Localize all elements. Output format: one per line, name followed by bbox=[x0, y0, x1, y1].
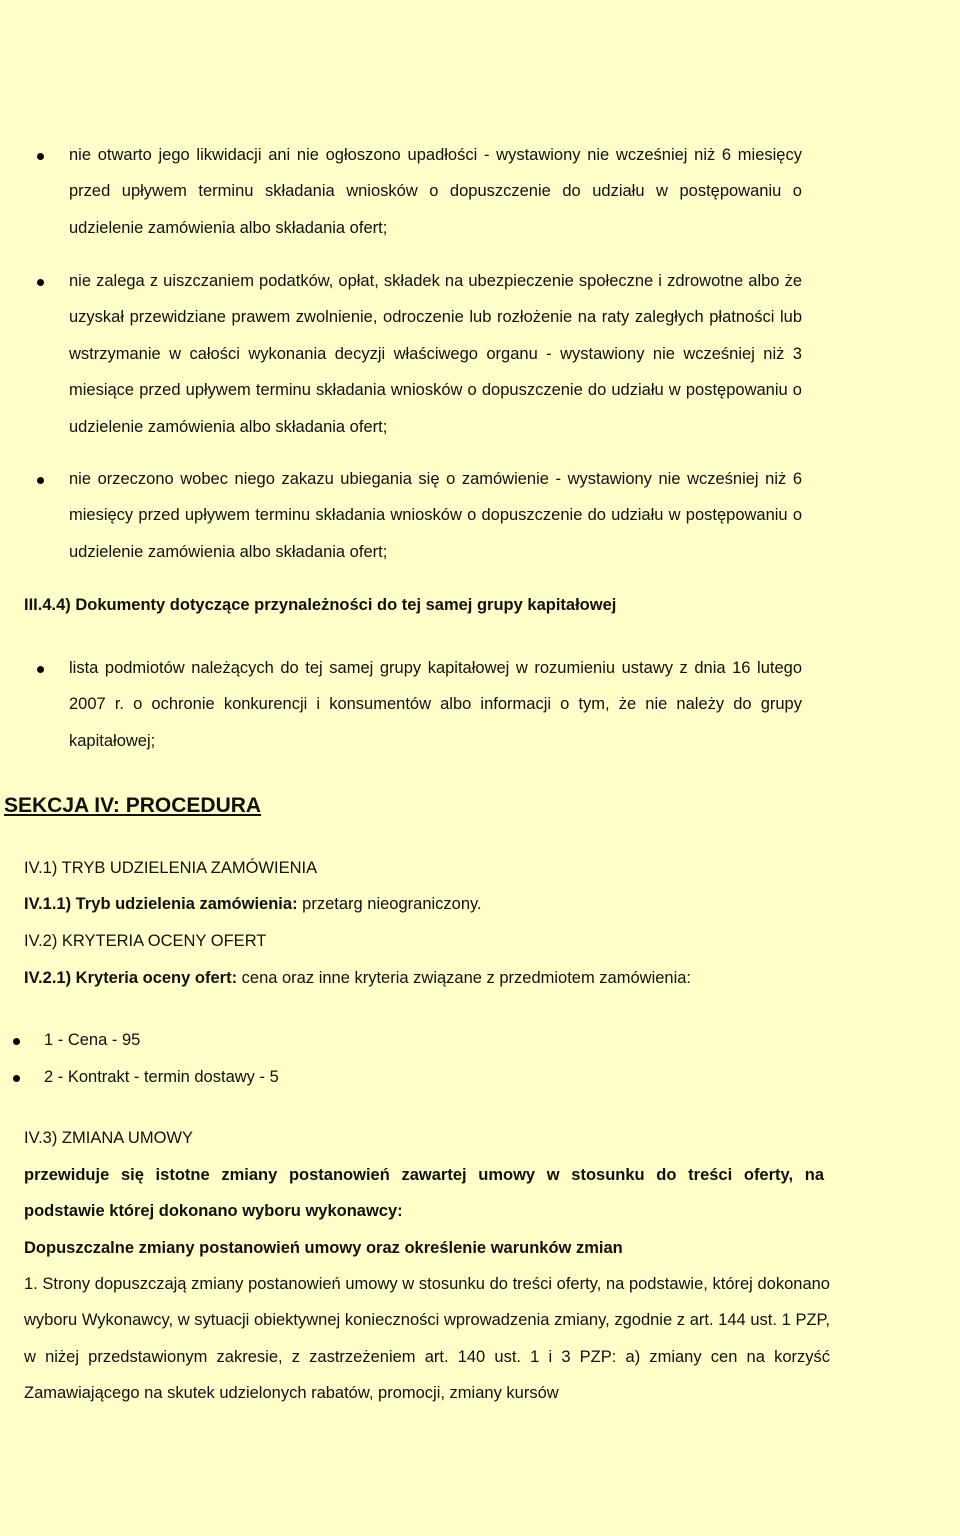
bullet-icon bbox=[37, 477, 44, 484]
section-heading-iii-4-4: III.4.4) Dokumenty dotyczące przynależności do tej samej grupy kapitałowej bbox=[24, 596, 617, 614]
criterion-1: 1 - Cena - 95 bbox=[44, 1031, 141, 1049]
row-iv-2-1 bbox=[24, 960, 691, 996]
bullet-text-capital-group: lista podmiotów należących do tej samej grupy kapitałowej w rozumieniu ustawy z dnia 16 lutego 2007 r. o ochronie konkurencji i konsumentów albo informacji o tym, że nie należy do grupy kapitałowej; bbox=[69, 659, 802, 750]
label-iv-2-1: IV.2.1) Kryteria oceny ofert: bbox=[24, 969, 238, 987]
bullet-icon bbox=[37, 279, 44, 286]
criterion-2: 2 - Kontrakt - termin dostawy - 5 bbox=[44, 1068, 279, 1086]
row-iv-1-1 bbox=[24, 886, 482, 922]
bullet-text-3: nie orzeczono wobec niego zakazu ubiegania się o zamówienie - wystawiony nie wcześniej niż 6 miesięcy przed upływem terminu składania wniosków o dopuszczenie do udziału w postępowaniu o udzielenie zamówienia albo składania ofert; bbox=[69, 470, 802, 561]
contract-change-paragraph-1: 1. Strony dopuszczają zmiany postanowień umowy w stosunku do treści oferty, na podstawie, której dokonano wyboru Wykonawcy, w sytuacji obiektywnej konieczności wprowadzenia zmiany, zgodnie z art. 144 ust. 1 PZP, w niżej przedstawionym zakresie, z zastrzeżeniem art. 140 ust. 1 i 3 PZP: a) zmiany cen na korzyść Zamawiającego na skutek udzielonych rabatów, promocji, zmiany kursów bbox=[24, 1275, 830, 1403]
bullet-text-1: nie otwarto jego likwidacji ani nie ogłoszono upadłości - wystawiony nie wcześniej niż 6 miesięcy przed upływem terminu składania wniosków o dopuszczenie do udziału w postępowaniu o udzielenie zamówienia albo składania ofert; bbox=[69, 146, 802, 237]
value-iv-2-1: cena oraz inne kryteria związane z przedmiotem zamówienia: bbox=[237, 969, 692, 987]
label-iv-1-1: IV.1.1) Tryb udzielenia zamówienia: bbox=[24, 895, 298, 913]
bullet-icon bbox=[13, 1038, 20, 1045]
heading-iv-2: IV.2) KRYTERIA OCENY OFERT bbox=[24, 932, 267, 950]
heading-iv-1: IV.1) TRYB UDZIELENIA ZAMÓWIENIA bbox=[24, 859, 318, 877]
section-title-iv: SEKCJA IV: PROCEDURA bbox=[4, 794, 262, 817]
bullet-icon bbox=[13, 1075, 20, 1082]
bullet-icon bbox=[37, 666, 44, 673]
contract-change-conditions-heading: Dopuszczalne zmiany postanowień umowy oraz określenie warunków zmian bbox=[24, 1239, 623, 1257]
bullet-text-2: nie zalega z uiszczaniem podatków, opłat, składek na ubezpieczenie społeczne i zdrowotne albo że uzyskał przewidziane prawem zwolnienie, odroczenie lub rozłożenie na raty zaległych płatności lub wstrzymanie w całości wykonania decyzji właściwego organu - wystawiony nie wcześniej niż 3 miesiące przed upływem terminu składania wniosków o dopuszczenie do udziału w postępowaniu o udzielenie zamówienia albo składania ofert; bbox=[69, 272, 802, 436]
value-iv-1-1: przetarg nieograniczony. bbox=[297, 895, 482, 913]
bullet-icon bbox=[37, 153, 44, 160]
heading-iv-3: IV.3) ZMIANA UMOWY bbox=[24, 1129, 193, 1147]
contract-change-statement: przewiduje się istotne zmiany postanowień zawartej umowy w stosunku do treści oferty, na podstawie której dokonano wyboru wykonawcy: bbox=[24, 1166, 824, 1221]
